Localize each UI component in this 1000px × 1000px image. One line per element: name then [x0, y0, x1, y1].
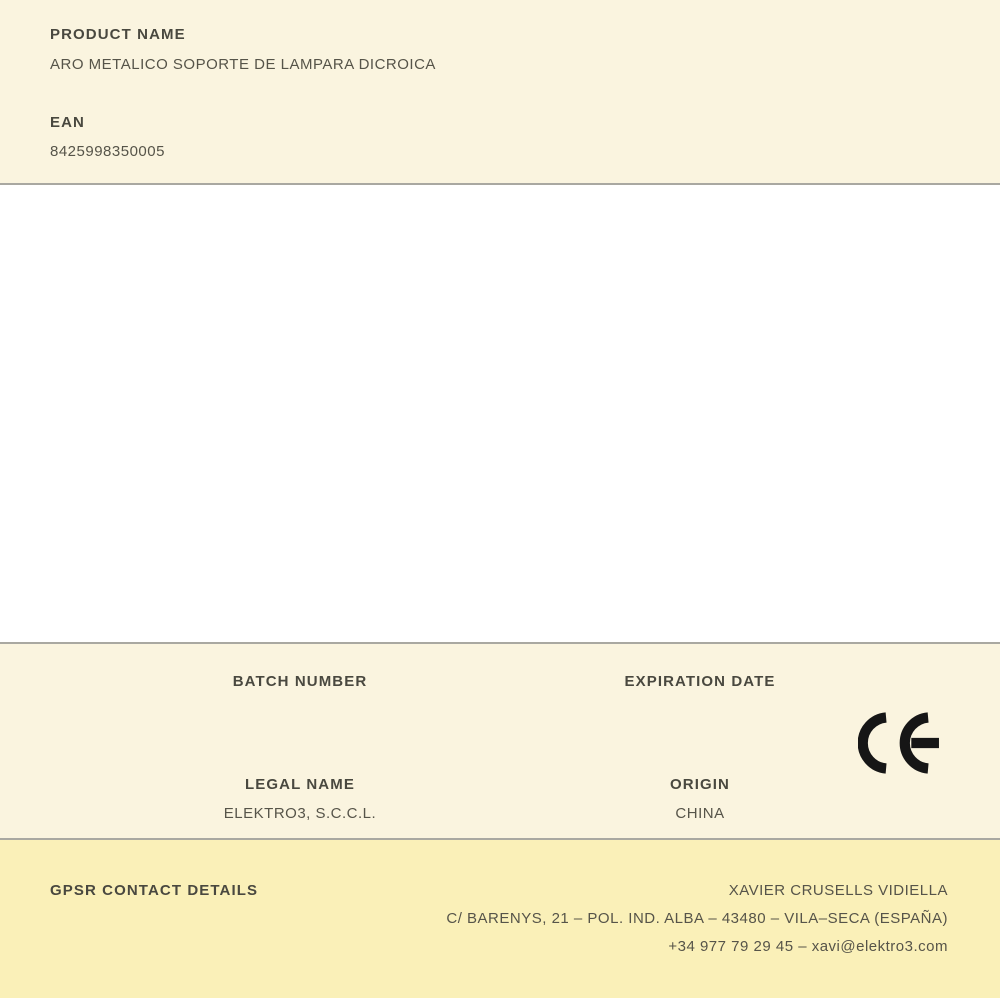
- legal-name-label: LEGAL NAME: [245, 776, 355, 793]
- ean-value: 8425998350005: [50, 143, 165, 160]
- traceability-row-1: [100, 644, 900, 703]
- origin-value: CHINA: [675, 805, 725, 822]
- expiration-date-label: EXPIRATION DATE: [624, 673, 776, 690]
- traceability-grid: [100, 644, 900, 822]
- product-name-value: ARO METALICO SOPORTE DE LAMPARA DICROICA: [50, 56, 436, 73]
- contact-name-line: XAVIER CRUSELLS VIDIELLA: [728, 882, 948, 899]
- gpsr-contact-section: [0, 840, 1000, 998]
- gpsr-contact-block: [446, 882, 948, 966]
- ean-label: EAN: [50, 114, 85, 131]
- product-name-label: PRODUCT NAME: [50, 26, 186, 43]
- origin-cell: [500, 777, 900, 822]
- traceability-section: [0, 644, 1000, 840]
- blank-content-area: [0, 185, 1000, 644]
- product-header-section: [0, 0, 1000, 185]
- traceability-row-2: [100, 703, 900, 822]
- contact-address-line: C/ BARENYS, 21 – POL. IND. ALBA – 43480 – VILA–SECA (ESPAÑA): [446, 910, 948, 927]
- legal-name-value: ELEKTRO3, S.C.C.L.: [223, 805, 377, 822]
- batch-number-label: BATCH NUMBER: [232, 673, 368, 690]
- origin-label: ORIGIN: [670, 776, 730, 793]
- ce-mark-icon: [858, 712, 940, 774]
- gpsr-heading: GPSR CONTACT DETAILS: [50, 882, 259, 899]
- batch-number-cell: [100, 674, 500, 703]
- contact-phone-email-line: +34 977 79 29 45 – xavi@elektro3.com: [668, 938, 948, 955]
- expiration-date-cell: [500, 674, 900, 703]
- legal-name-cell: [100, 777, 500, 822]
